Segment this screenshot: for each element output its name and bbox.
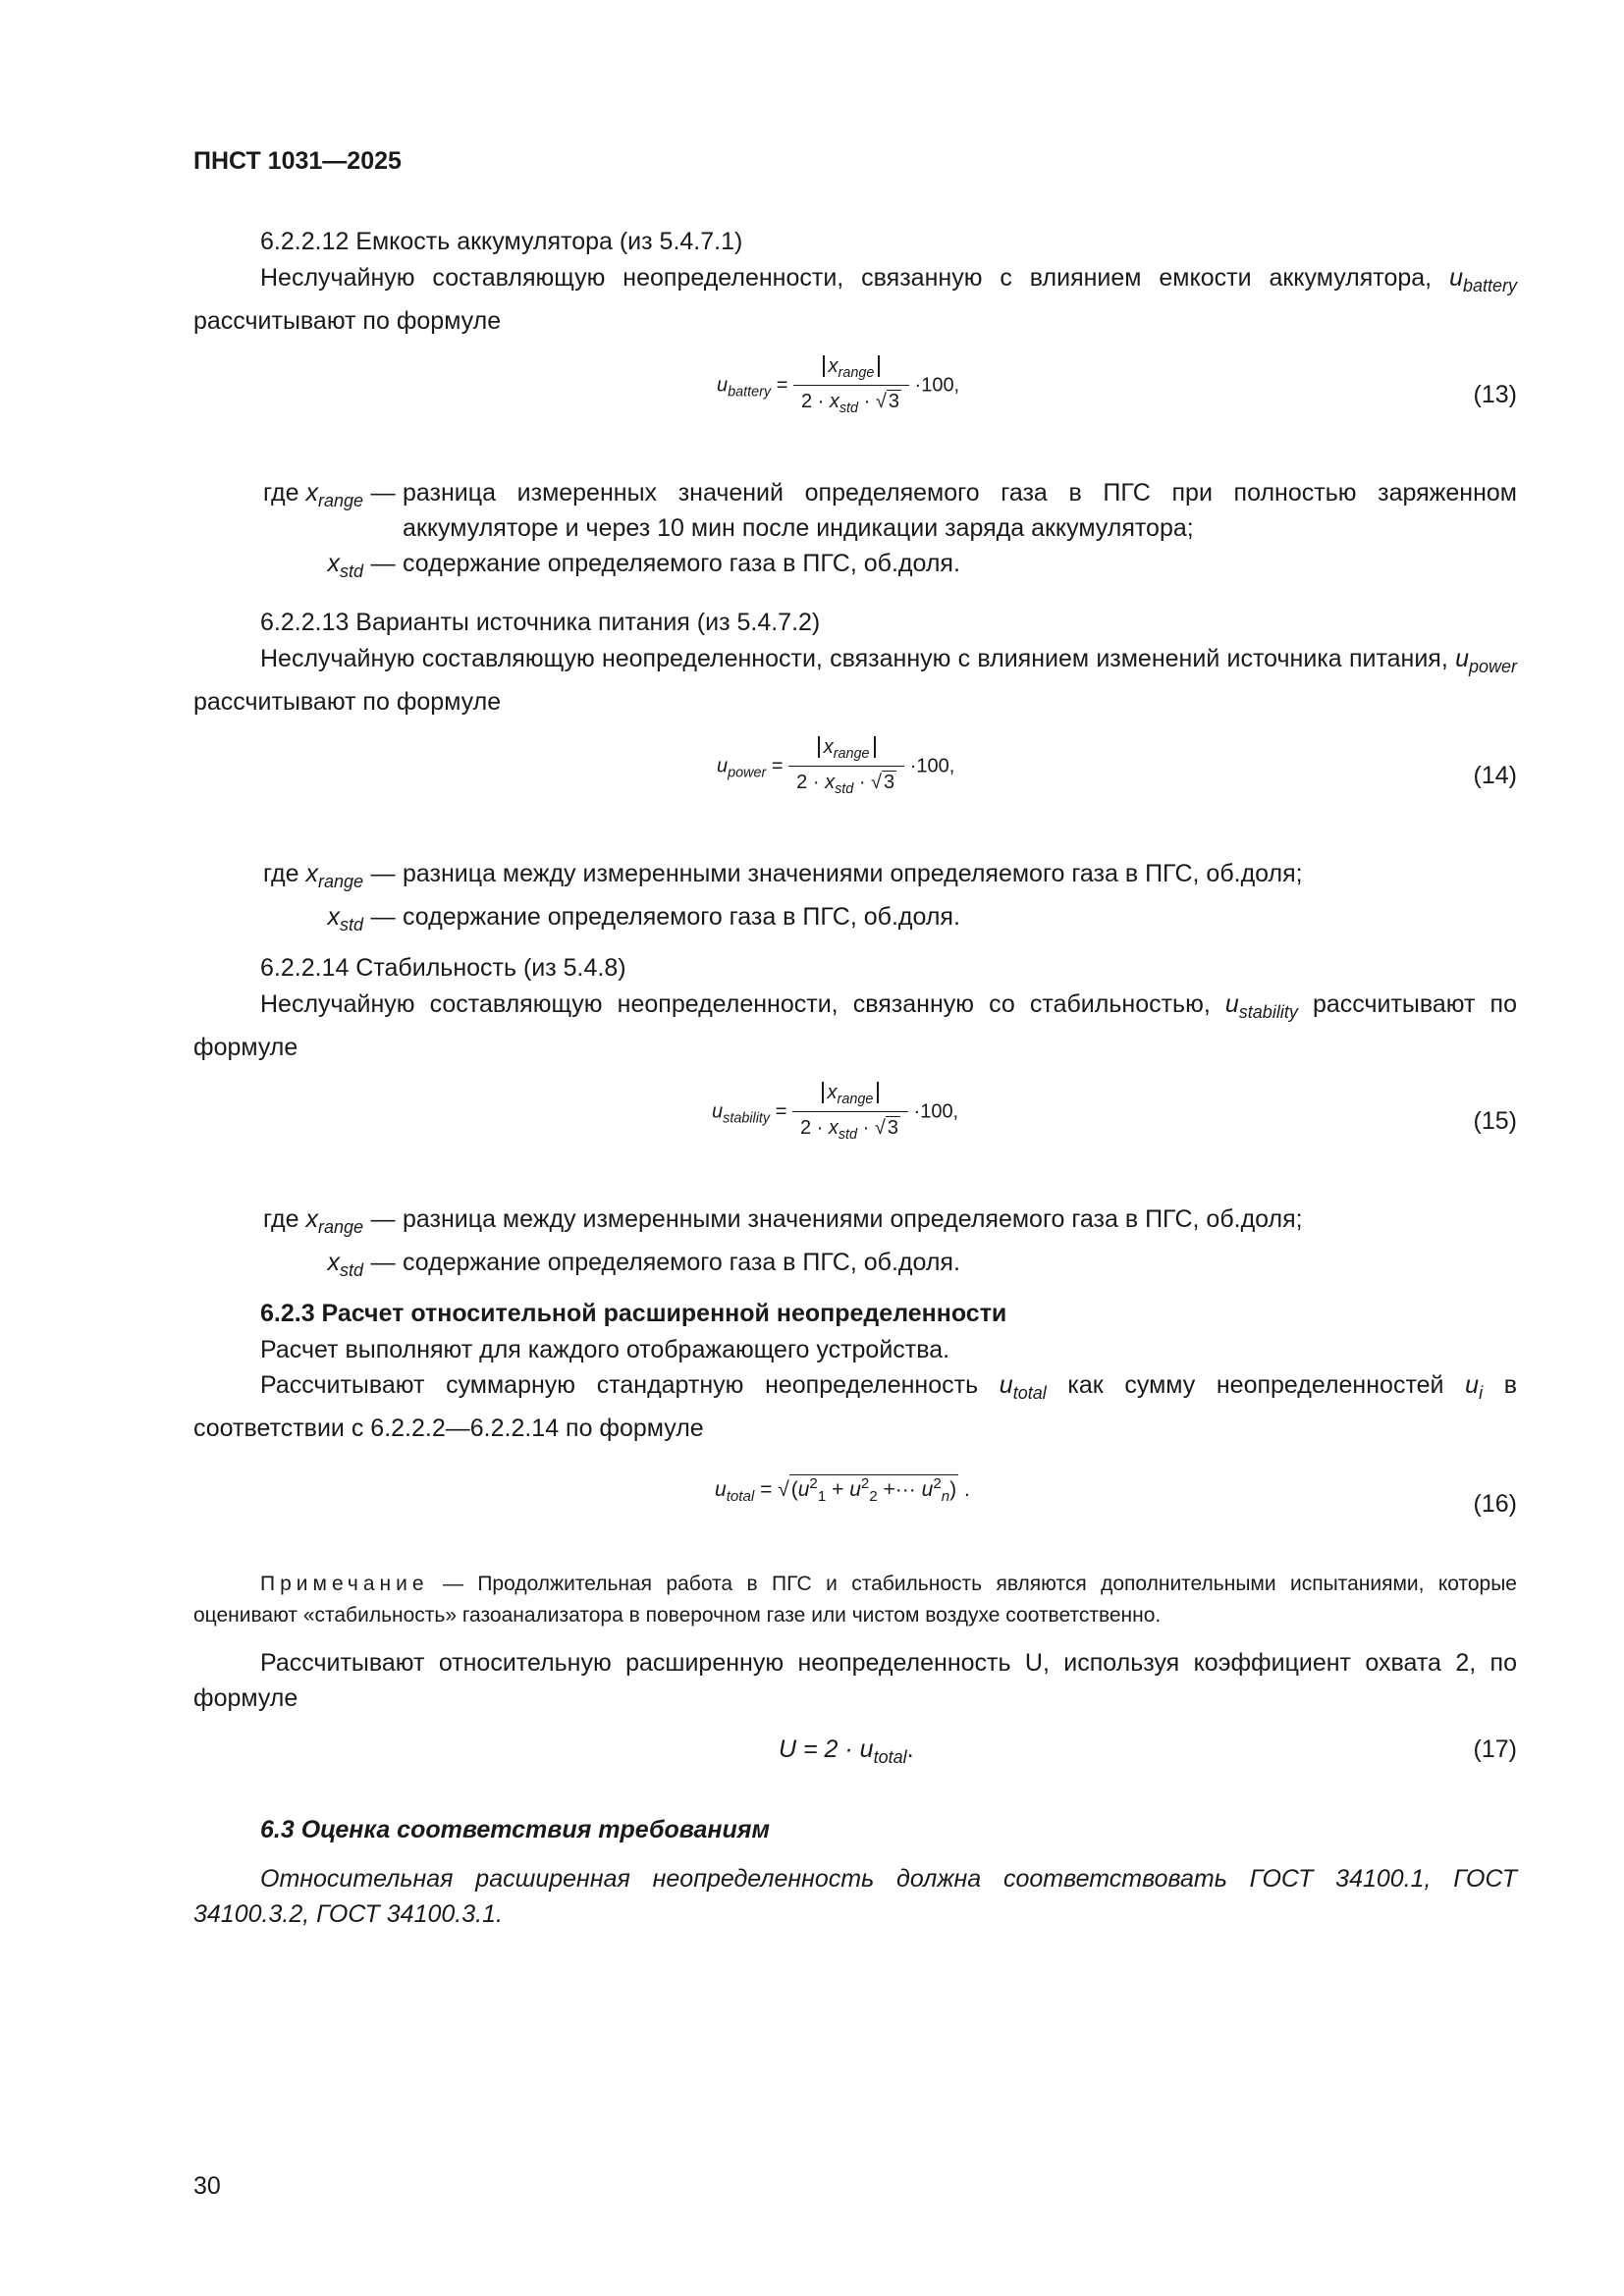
- section-6-2-2-12-title: 6.2.2.12 Емкость аккумулятора (из 5.4.7.1): [260, 228, 743, 255]
- total-sub: total: [873, 1747, 907, 1767]
- three: 3: [887, 1117, 898, 1139]
- para-3-block: [193, 1645, 1517, 1716]
- variable-sub: stability: [1238, 1002, 1298, 1022]
- eq-number-17: (17): [1473, 1735, 1517, 1763]
- variable-sub: battery: [1462, 276, 1517, 295]
- range-sub: range: [837, 1092, 874, 1107]
- formula-17: [779, 1735, 914, 1768]
- para-text-end: рассчитывают по формуле: [193, 990, 1517, 1061]
- x: x: [827, 1082, 838, 1103]
- note-text: — Продолжительная работа в ПГС и стабильность являются дополнительными испытаниями, которые оценивают «стабильность» газоанализатора в поверочном газе или чистом воздухе соответственно.: [193, 1573, 1517, 1627]
- where-block-15: [196, 1201, 1517, 1288]
- section-6-2-3-title: 6.2.3 Расчет относительной расширенной неопределенности: [260, 1300, 1007, 1327]
- para-1: Расчет выполняют для каждого отображающего устройства.: [260, 1336, 950, 1363]
- total-sub: total: [1012, 1383, 1047, 1403]
- dash: —: [370, 860, 396, 887]
- sub-2: 2: [869, 1488, 878, 1506]
- para-text-end: рассчитывают по формуле: [193, 307, 502, 335]
- where-word: где: [263, 479, 299, 507]
- plus: +: [832, 1478, 844, 1501]
- u: u: [859, 1735, 874, 1763]
- std-sub: std: [835, 781, 854, 797]
- where-def-1: разница измеренных значений определяемого газа в ПГС при полностью заряженном аккумуляторе и через 10 мин после индикации заряда аккумулятора;: [403, 479, 1517, 542]
- dash: —: [370, 550, 396, 577]
- range-sub: range: [317, 872, 363, 891]
- dot: ·: [858, 772, 866, 793]
- variable-u: u: [1224, 990, 1239, 1018]
- dots: +···: [883, 1478, 916, 1501]
- u1: u: [797, 1478, 810, 1501]
- section-6-2-2-14-paragraph: [193, 987, 1517, 1065]
- eq17-lhs: U = 2 ·: [779, 1735, 860, 1763]
- std-sub: std: [838, 1127, 858, 1143]
- dot: ·: [816, 1117, 824, 1139]
- x: x: [305, 860, 318, 887]
- note: [193, 1569, 1517, 1631]
- denominator: $2 \cdot x_{std}$ · √ 3: [800, 391, 899, 416]
- times-100: ·100,: [909, 755, 955, 777]
- dash: —: [370, 1205, 396, 1233]
- dot: ·: [817, 391, 825, 412]
- std-sub: std: [339, 915, 363, 934]
- range-sub: range: [838, 365, 875, 381]
- dash: —: [370, 903, 396, 931]
- para-2-c: в соответствии с 6.2.2.2—6.2.2.14 по формуле: [193, 1371, 1517, 1442]
- section-6-2-2-12-paragraph: [193, 260, 1517, 339]
- x: x: [327, 550, 340, 577]
- section-6-2-3-body: [193, 1332, 1517, 1446]
- u2: u: [849, 1478, 861, 1501]
- section-6-3-para: Относительная расширенная неопределенность должна соответствовать ГОСТ 34100.1, ГОСТ 34100.3.2, ГОСТ 34100.3.1.: [193, 1865, 1517, 1928]
- where-def-1: разница между измеренными значениями определяемого газа в ПГС, об.доля;: [403, 860, 1303, 887]
- lhs-sub: power: [728, 765, 767, 781]
- range-sub: range: [833, 746, 870, 762]
- where-word: где: [263, 1205, 299, 1233]
- denominator: $2 \cdot x_{std}$ · √ 3: [796, 772, 895, 797]
- doc-code-header: ПНСТ 1031—2025: [193, 147, 402, 175]
- std-sub: std: [339, 1260, 363, 1280]
- sq: 2: [809, 1475, 818, 1492]
- para-2: [193, 1367, 1517, 1446]
- lhs-u: u: [712, 1100, 724, 1123]
- lhs-u: u: [715, 1478, 727, 1501]
- range-sub: range: [317, 491, 363, 510]
- where-block-13: [196, 475, 1517, 589]
- times-100: ·100,: [913, 1100, 959, 1123]
- section-6-3-title: 6.3 Оценка соответствия требованиям: [260, 1816, 771, 1843]
- fraction: [793, 355, 909, 416]
- radicand: ($u^2_1 + u^2_2$ +··· $u^2_n$): [790, 1475, 957, 1506]
- two: 2: [800, 391, 813, 412]
- para-2-b: как сумму неопределенностей: [1046, 1371, 1444, 1399]
- std-sub: std: [839, 400, 859, 416]
- numerator: [788, 736, 904, 767]
- x: x: [327, 1249, 340, 1276]
- where-block-14: [196, 856, 1517, 942]
- three: 3: [884, 772, 895, 793]
- x: x: [305, 479, 318, 507]
- para-text: Неслучайную составляющую неопределенности, связанную с влиянием изменений источника питания,: [260, 645, 1448, 672]
- eq-number-13: (13): [1473, 381, 1517, 408]
- fraction: [788, 736, 904, 797]
- sub-n: n: [941, 1488, 950, 1506]
- equals-sign: =: [775, 1100, 787, 1123]
- para-2-a: Рассчитывают суммарную стандартную неопределенность: [260, 1371, 979, 1399]
- denominator: $2 \cdot x_{std}$ · √ 3: [799, 1117, 898, 1143]
- x: x: [327, 903, 340, 931]
- variable-u: u: [1465, 1371, 1480, 1399]
- formula-15: [712, 1082, 958, 1143]
- where-def-1: разница между измеренными значениями определяемого газа в ПГС, об.доля;: [403, 1205, 1303, 1233]
- where-def-2: содержание определяемого газа в ПГС, об.доля.: [403, 1249, 960, 1276]
- formula-14: [717, 736, 954, 797]
- x: x: [828, 355, 839, 377]
- lhs-u: u: [717, 755, 729, 777]
- two: 2: [796, 772, 808, 793]
- x: x: [828, 1117, 839, 1139]
- sub-1: 1: [817, 1488, 827, 1506]
- two: 2: [799, 1117, 812, 1139]
- section-6-2-2-13-title: 6.2.2.13 Варианты источника питания (из 5.4.7.2): [260, 609, 821, 636]
- page-number: 30: [193, 2172, 221, 2200]
- variable-u: u: [999, 1371, 1013, 1399]
- where-def-2: содержание определяемого газа в ПГС, об.доля.: [403, 550, 960, 577]
- para-text: Неслучайную составляющую неопределенности, связанную с влиянием емкости аккумулятора,: [260, 264, 1433, 292]
- three: 3: [888, 391, 899, 412]
- un: u: [921, 1478, 934, 1501]
- std-sub: std: [339, 561, 363, 581]
- equals-sign: =: [760, 1478, 773, 1501]
- period: .: [906, 1735, 914, 1763]
- variable-sub: power: [1468, 657, 1517, 676]
- dot: ·: [862, 1117, 870, 1139]
- dash: —: [370, 1249, 396, 1276]
- eq-number-14: (14): [1473, 762, 1517, 789]
- variable-u: u: [1449, 264, 1463, 292]
- dot: ·: [812, 772, 820, 793]
- lhs-sub: stability: [723, 1110, 771, 1127]
- times-100: ·100,: [914, 374, 960, 397]
- equals-sign: =: [776, 374, 788, 397]
- sq: 2: [933, 1475, 942, 1492]
- lhs-u: u: [717, 374, 729, 397]
- para-3: Рассчитывают относительную расширенную неопределенность U, используя коэффициент охвата 2, по формуле: [193, 1649, 1517, 1712]
- numerator: [792, 1082, 908, 1112]
- where-def-2: содержание определяемого газа в ПГС, об.доля.: [403, 903, 960, 931]
- dot: ·: [863, 391, 871, 412]
- x: x: [823, 736, 834, 758]
- range-sub: range: [317, 1217, 363, 1237]
- section-6-3-body: [193, 1861, 1517, 1932]
- formula-16: $u_{total} = √(u^2_1 + u^2_2$ +··· $u^2_n$) .: [715, 1475, 970, 1506]
- note-label: Примечание: [260, 1573, 429, 1595]
- sq: 2: [860, 1475, 870, 1492]
- eq-number-16: (16): [1473, 1490, 1517, 1518]
- dash: —: [370, 479, 396, 507]
- x: x: [825, 772, 836, 793]
- para-text-end: рассчитывают по формуле: [193, 688, 502, 716]
- eq-number-15: (15): [1473, 1107, 1517, 1135]
- section-6-2-2-14-title: 6.2.2.14 Стабильность (из 5.4.8): [260, 954, 626, 982]
- lhs-sub: battery: [728, 384, 772, 400]
- section-6-2-2-13-paragraph: [193, 641, 1517, 720]
- para-text: Неслучайную составляющую неопределенности, связанную со стабильностью,: [260, 990, 1211, 1018]
- i-sub: i: [1479, 1383, 1484, 1403]
- numerator: [793, 355, 909, 386]
- where-word: где: [263, 860, 299, 887]
- lhs-sub: total: [726, 1488, 755, 1506]
- formula-13: [717, 355, 959, 416]
- x: x: [305, 1205, 318, 1233]
- fraction: [792, 1082, 908, 1143]
- x: x: [829, 391, 839, 412]
- equals-sign: =: [771, 755, 784, 777]
- period: .: [963, 1478, 970, 1501]
- variable-u: u: [1455, 645, 1469, 672]
